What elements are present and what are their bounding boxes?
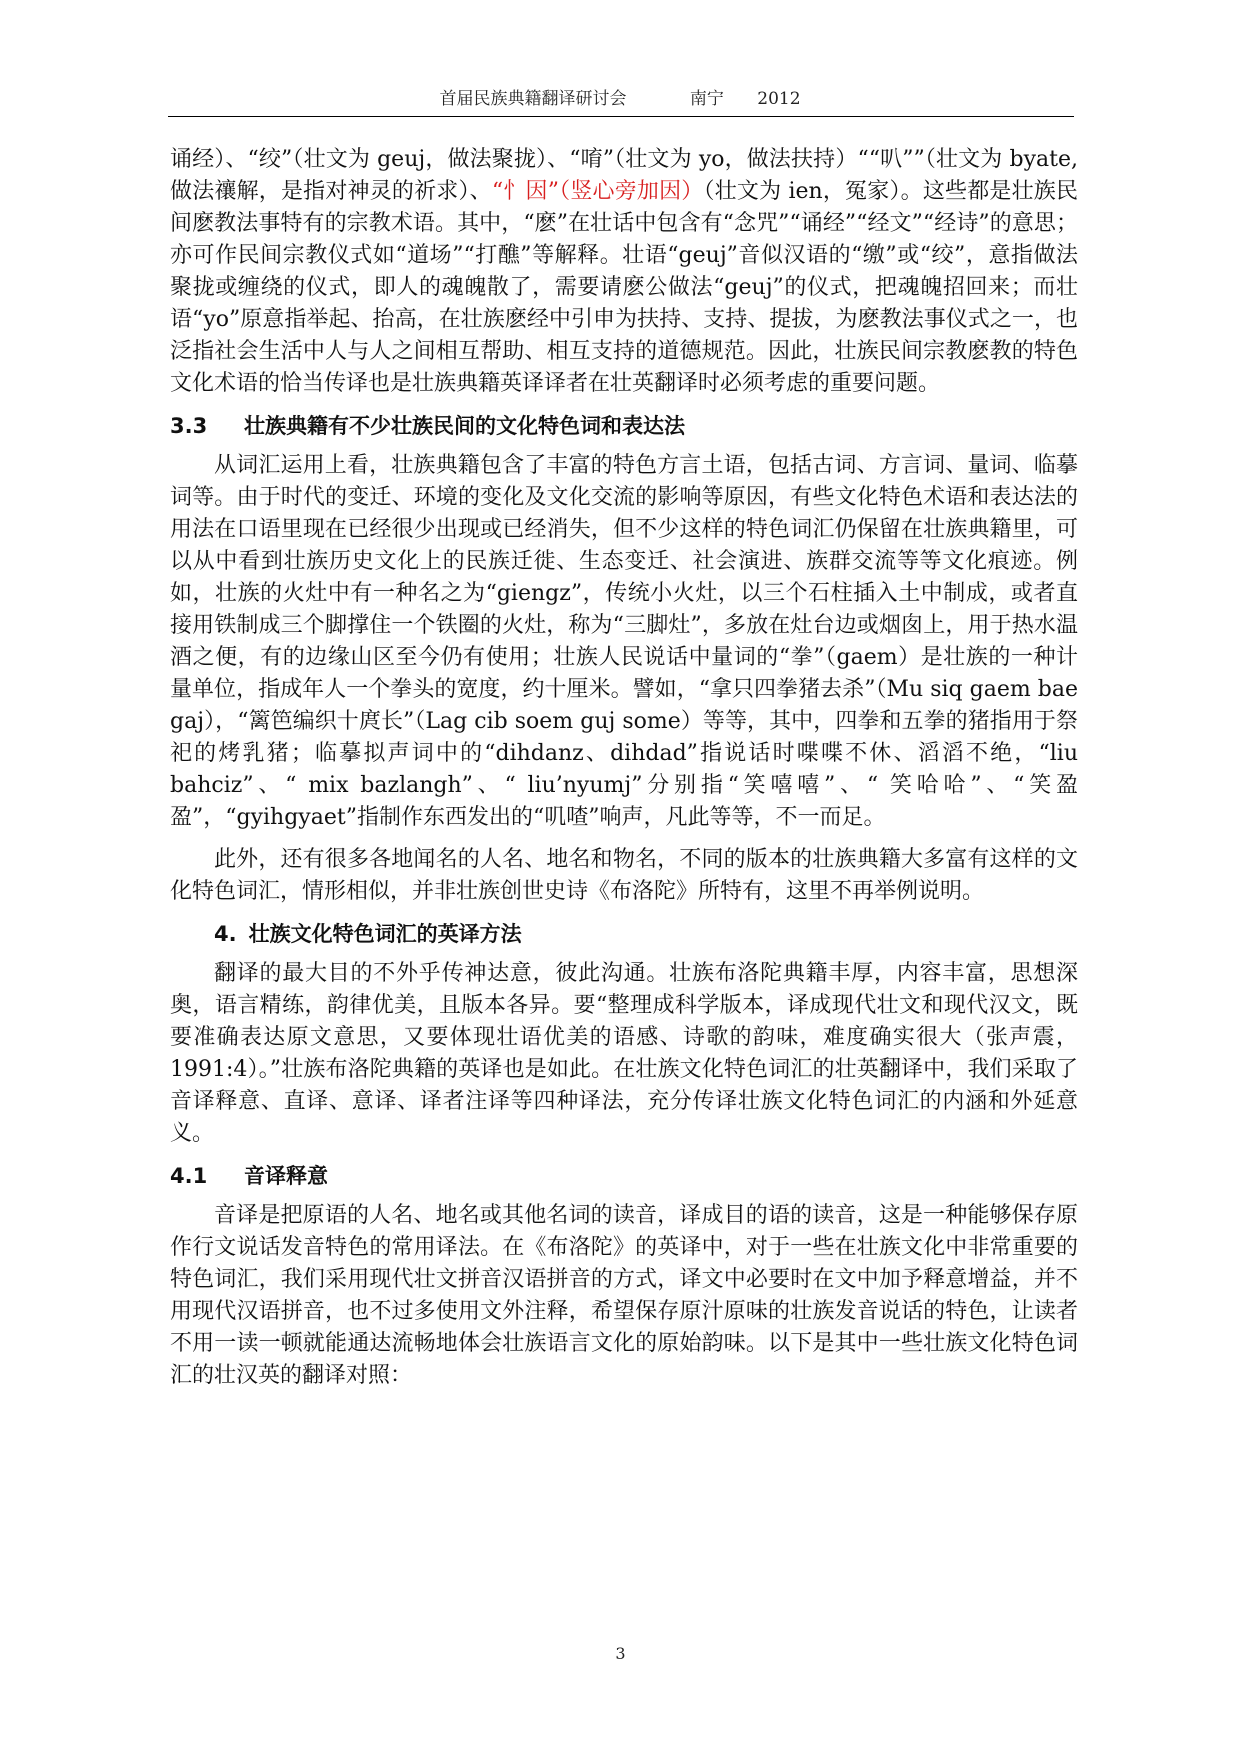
- paragraph-religious-terms: [170, 144, 1078, 400]
- highlighted-term: “忄因”（竖心旁加因）: [491, 179, 704, 204]
- paragraph-dialect-words: 从词汇运用上看，壮族典籍包含了丰富的特色方言土语，包括古词、方言词、量词、临摹词等。由于时代的变迁、环境的变化及文化交流的影响等原因，有些文化特色术语和表达法的用法在口语里现在已经很少出现或已经消失，但不少这样的特色词汇仍保留在壮族典籍里，可以从中看到壮族历史文化上的民族迁徙、生态变迁、社会演进、族群交流等等文化痕迹。例如，壮族的火灶中有一种名之为“giengz”，传统小火灶，以三个石柱插入土中制成，或者直接用铁制成三个脚撑住一个铁圈的火灶，称为“三脚灶”，多放在灶台边或烟囱上，用于热水温酒之便，有的边缘山区至今仍有使用；壮族人民说话中量词的“拳”（gaem）是壮族的一种计量单位，指成年人一个拳头的宽度，约十厘米。譬如，“拿只四拳猪去杀”（Mu siq gaem bae gaj），“篱笆编织十庹长”（Lag cib soem guj some）等等，其中，四拳和五拳的猪指用于祭祀的烤乳猪；临摹拟声词中的“dihdanz、dihdad”指说话时喋喋不休、滔滔不绝，“liu bahciz”、“ mix bazlangh”、“ liu’nyumj”分别指“笑嘻嘻”、“ 笑哈哈”、“笑盈盈”，“gyihgyaet”指制作东西发出的“叽喳”响声，凡此等等，不一而足。: [170, 453, 1078, 830]
- paragraph-transliteration: 音译是把原语的人名、地名或其他名词的读音，译成目的语的读音，这是一种能够保存原作行文说话发音特色的常用译法。在《布洛陀》的英译中，对于一些在壮族文化中非常重要的特色词汇，我们采用现代壮文拼音汉语拼音的方式，译文中必要时在文中加予释意增益，并不用现代汉语拼音，也不过多使用文外注释，希望保存原汁原味的壮族发音说话的特色，让读者不用一读一顿就能通达流畅地体会壮族语言文化的原始韵味。以下是其中一些壮族文化特色词汇的壮汉英的翻译对照：: [170, 1203, 1078, 1388]
- page-number: 3: [615, 1644, 626, 1663]
- section-title: 音译释意: [244, 1164, 328, 1188]
- section-heading-4-1: [170, 1160, 1078, 1192]
- section-number: 4.: [214, 922, 237, 946]
- section-number: 3.3: [170, 414, 208, 438]
- paragraph-gap: [170, 834, 1078, 844]
- document-body: [170, 144, 1078, 1392]
- section-number: 4.1: [170, 1164, 208, 1188]
- section-heading-4: [170, 918, 1078, 950]
- paragraph-text: 诵经）、“绞”（壮文为 geuj，做法聚拢）、“唷”（壮文为 yo，做法扶持）““叭””（壮文为 byate, 做法禳解，是指对神灵的祈求）、: [170, 147, 1078, 204]
- header-conference: 首届民族典籍翻译研讨会: [439, 89, 627, 109]
- header-rule: [168, 116, 1074, 117]
- header-year: 2012: [757, 89, 801, 109]
- section-title: 壮族典籍有不少壮族民间的文化特色词和表达法: [244, 414, 685, 438]
- section-heading-3-3: [170, 410, 1078, 442]
- section-title: 壮族文化特色词汇的英译方法: [248, 922, 522, 946]
- header-place: 南宁: [689, 89, 724, 109]
- paragraph-names: 此外，还有很多各地闻名的人名、地名和物名，不同的版本的壮族典籍大多富有这样的文化特色词汇，情形相似，并非壮族创世史诗《布洛陀》所特有，这里不再举例说明。: [170, 847, 1078, 904]
- paragraph-text: （壮文为 ien，冤家）。这些都是壮族民间麽教法事特有的宗教术语。其中，“麽”在壮话中包含有“念咒”“诵经”“经文”“经诗”的意思；亦可作民间宗教仪式如“道场”“打醮”等解释。壮语“geuj”音似汉语的“缴”或“绞”，意指做法聚拢或缠绕的仪式，即人的魂魄散了，需要请麽公做法“geuj”的仪式，把魂魄招回来；而壮语“yo”原意指举起、抬高，在壮族麽经中引申为扶持、支持、提拔，为麽教法事仪式之一，也泛指社会生活中人与人之间相互帮助、相互支持的道德规范。因此，壮族民间宗教麽教的特色文化术语的恰当传译也是壮族典籍英译译者在壮英翻译时必须考虑的重要问题。: [170, 179, 1078, 396]
- running-header: [168, 88, 1072, 110]
- paragraph-translation-methods: 翻译的最大目的不外乎传神达意，彼此沟通。壮族布洛陀典籍丰厚，内容丰富，思想深奥，语言精练，韵律优美，且版本各异。要“整理成科学版本，译成现代壮文和现代汉文，既要准确表达原文意思，又要体现壮语优美的语感、诗歌的韵味，难度确实很大（张声震，1991:4）。”壮族布洛陀典籍的英译也是如此。在壮族文化特色词汇的壮英翻译中，我们采取了音译释意、直译、意译、译者注译等四种译法，充分传译壮族文化特色词汇的内涵和外延意义。: [170, 961, 1078, 1146]
